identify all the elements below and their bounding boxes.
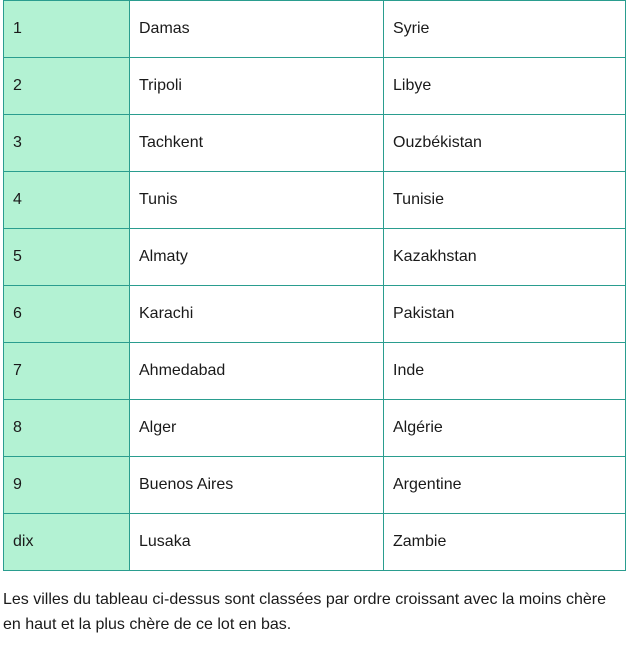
country-cell: Kazakhstan [384, 229, 626, 286]
table-row [4, 457, 626, 514]
country-cell: Pakistan [384, 286, 626, 343]
city-ranking-table [3, 0, 626, 571]
rank-cell: dix [4, 514, 130, 571]
rank-cell: 8 [4, 400, 130, 457]
city-cell: Alger [130, 400, 384, 457]
city-cell: Almaty [130, 229, 384, 286]
country-cell: Libye [384, 58, 626, 115]
table-caption: Les villes du tableau ci-dessus sont classées par ordre croissant avec la moins chère en haut et la plus chère de ce lot en bas. [3, 591, 606, 633]
city-cell: Damas [130, 1, 384, 58]
table-row [4, 172, 626, 229]
rank-cell: 6 [4, 286, 130, 343]
city-cell: Tachkent [130, 115, 384, 172]
rank-cell: 1 [4, 1, 130, 58]
city-cell: Ahmedabad [130, 343, 384, 400]
city-cell: Lusaka [130, 514, 384, 571]
country-cell: Inde [384, 343, 626, 400]
rank-cell: 9 [4, 457, 130, 514]
table-row [4, 343, 626, 400]
country-cell: Argentine [384, 457, 626, 514]
rank-cell: 5 [4, 229, 130, 286]
rank-cell: 3 [4, 115, 130, 172]
table-row [4, 115, 626, 172]
country-cell: Tunisie [384, 172, 626, 229]
city-cell: Tripoli [130, 58, 384, 115]
city-cell: Karachi [130, 286, 384, 343]
table-row [4, 286, 626, 343]
country-cell: Zambie [384, 514, 626, 571]
rank-cell: 4 [4, 172, 130, 229]
table-row [4, 514, 626, 571]
city-cell: Tunis [130, 172, 384, 229]
country-cell: Algérie [384, 400, 626, 457]
table-row [4, 400, 626, 457]
city-cell: Buenos Aires [130, 457, 384, 514]
rank-cell: 7 [4, 343, 130, 400]
table-row [4, 58, 626, 115]
country-cell: Syrie [384, 1, 626, 58]
country-cell: Ouzbékistan [384, 115, 626, 172]
table-row [4, 1, 626, 58]
table-row [4, 229, 626, 286]
rank-cell: 2 [4, 58, 130, 115]
